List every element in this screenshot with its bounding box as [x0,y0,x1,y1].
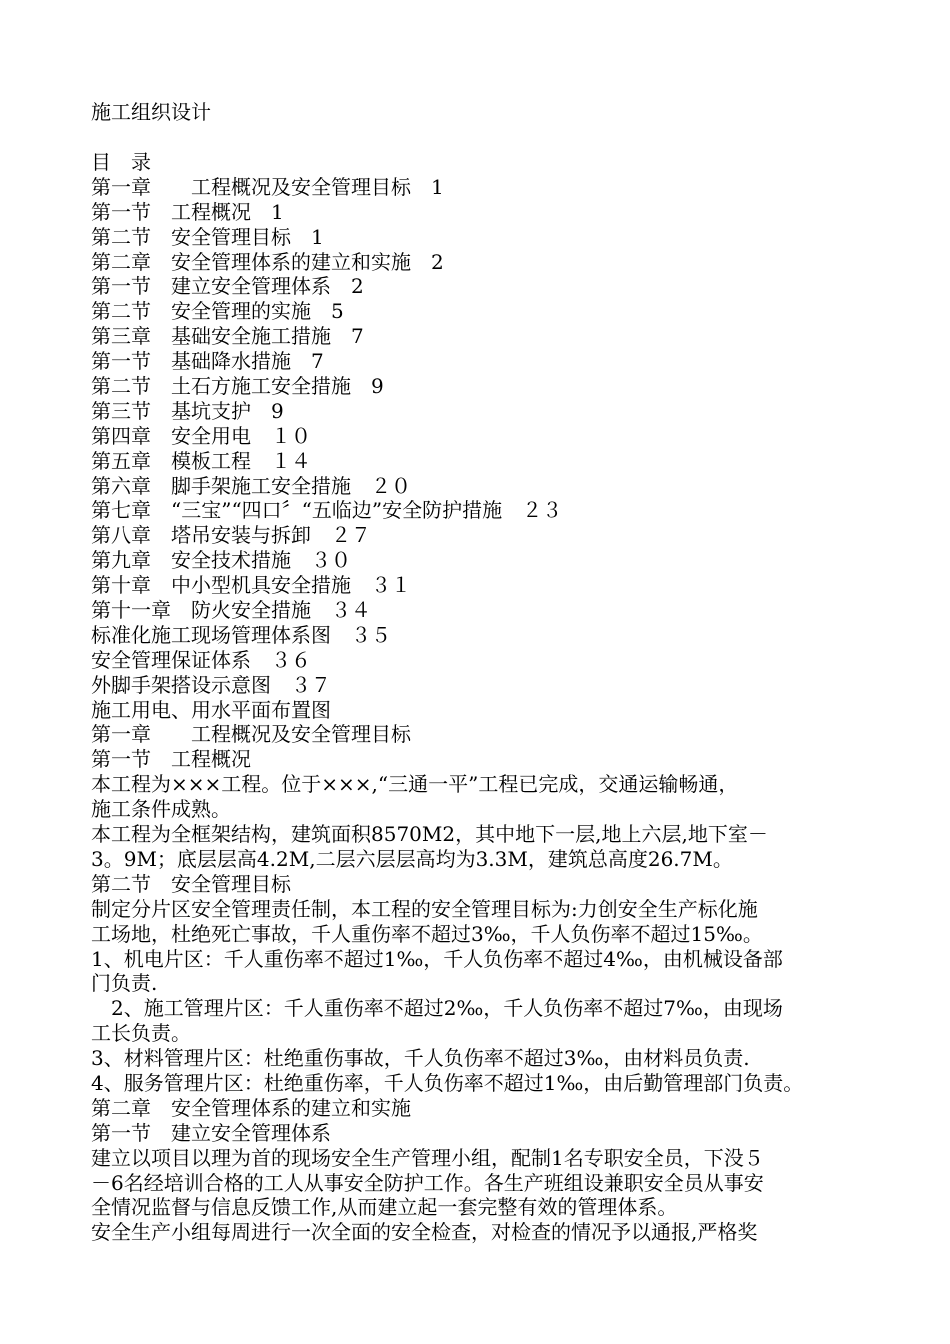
text-line: 外脚手架搭设示意图 ３７ [91,672,331,697]
text-line: 第二章 安全管理体系的建立和实施 [91,1095,411,1120]
text-line: 第一节 基础降水措施 7 [91,349,324,374]
text-line: 第七章 “三宝”“四口〞“五临边”安全防护措施 ２３ [91,498,563,523]
text-line: 本工程为×××工程。位于×××,“三通一平”工程已完成，交通运输畅通， [91,772,739,797]
text-line: 第三节 基坑支护 9 [91,398,284,423]
document-title: 施工组织设计 [91,100,211,124]
document-body [91,150,881,1245]
text-line: 第一章 工程概况及安全管理目标 1 [91,174,444,199]
text-line: 第一章 工程概况及安全管理目标 [91,722,411,747]
text-line: 2、施工管理片区：千人重伤率不超过2‰，千人负伤率不超过7‰，由现场 [91,996,783,1021]
text-line: 第五章 模板工程 １４ [91,448,311,473]
text-line: 安全生产小组每周进行一次全面的安全检查，对检查的情况予以通报,严格奖 [91,1220,758,1245]
text-line: 施工用电、用水平面布置图 [91,697,331,722]
text-line: 安全管理保证体系 ３６ [91,647,311,672]
text-line: 施工条件成熟。 [91,797,231,822]
text-line: 工场地，杜绝死亡事故，千人重伤率不超过3‰，千人负伤率不超过15‰。 [91,921,763,946]
text-line: 第一节 建立安全管理体系 2 [91,274,364,299]
text-line: 第二节 安全管理的实施 5 [91,299,344,324]
document-page [91,98,881,1245]
text-line: 第十一章 防火安全措施 ３４ [91,598,371,623]
text-line: 1、机电片区：千人重伤率不超过1‰，千人负伤率不超过4‰，由机械设备部 [91,946,783,971]
text-line: 第四章 安全用电 １０ [91,423,311,448]
text-line: 第九章 安全技术措施 ３０ [91,548,351,573]
text-line: 建立以项目以理为首的现场安全生产管理小组，配制1名专职安全员，下没５ [91,1145,764,1170]
text-line: 第六章 脚手架施工安全措施 ２０ [91,473,411,498]
text-line: 门负责. [91,971,158,996]
text-line: 3、材料管理片区：杜绝重伤事故，千人负伤率不超过3‰，由材料员负责. [91,1046,750,1071]
text-line: 标准化施工现场管理体系图 ３５ [91,622,391,647]
text-line: 全情况监督与信息反馈工作,从而建立起一套完整有效的管理体系。 [91,1195,678,1220]
text-line: 第一节 工程概况 [91,747,251,772]
text-line: 第一节 建立安全管理体系 [91,1120,331,1145]
text-line: 第二节 安全管理目标 1 [91,224,324,249]
text-line: 制定分片区安全管理责任制，本工程的安全管理目标为:力创安全生产标化施 [91,896,758,921]
text-line: －6名经培训合格的工人从事安全防护工作。各生产班组设兼职安全员从事安 [91,1170,764,1195]
text-line: 第二节 安全管理目标 [91,871,291,896]
text-line: 工长负责。 [91,1021,191,1046]
text-line: 第二节 土石方施工安全措施 9 [91,374,384,399]
text-line: 目 录 [91,150,151,174]
text-line: 4、服务管理片区：杜绝重伤率，千人负伤率不超过1‰，由后勤管理部门负责。 [91,1070,804,1095]
text-line: 第二章 安全管理体系的建立和实施 2 [91,249,444,274]
text-line: 第八章 塔吊安装与拆卸 ２７ [91,523,371,548]
text-line: 第一节 工程概况 1 [91,199,284,224]
text-line: 3。9M；底层层高4.2M,二层六层层高均为3.3M，建筑总高度26.7M。 [91,846,733,871]
text-line: 第三章 基础安全施工措施 7 [91,324,364,349]
text-line: 第十章 中小型机具安全措施 ３１ [91,573,411,598]
text-line: 本工程为全框架结构，建筑面积8570M2，其中地下一层,地上六层,地下室－ [91,822,768,847]
